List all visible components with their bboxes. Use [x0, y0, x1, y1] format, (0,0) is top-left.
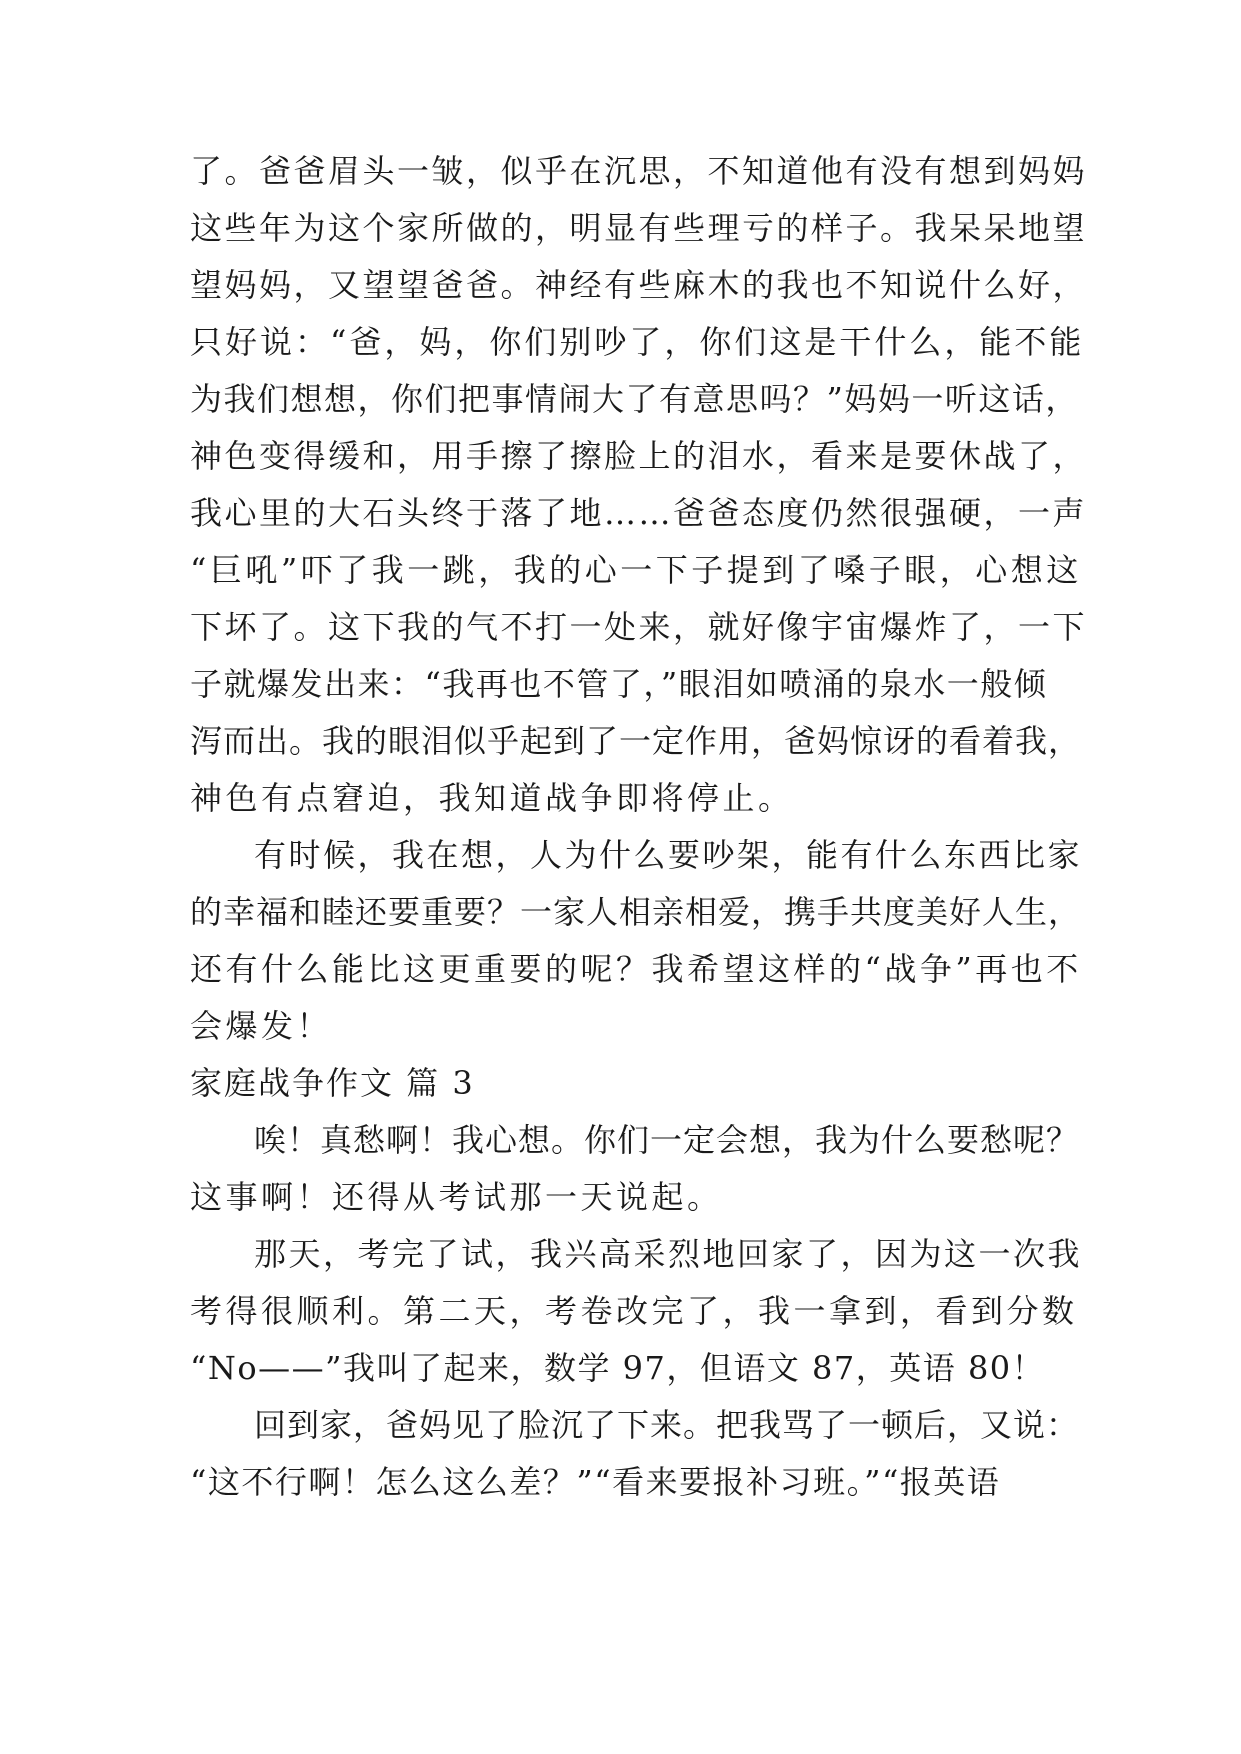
paragraph-first-line: 有时候，我在想，人为什么要吵架，能有什么东西比家 — [254, 836, 1083, 874]
text-line: 还有什么能比这更重要的呢？我希望这样的“战争”再也不 — [190, 950, 1082, 988]
paragraph-first-line: 唉！真愁啊！我心想。你们一定会想，我为什么要愁呢？ — [254, 1121, 1080, 1159]
text-line: 我心里的大石头终于落了地……爸爸态度仍然很强硬，一声 — [190, 494, 1088, 532]
text-line: 这些年为这个家所做的，明显有些理亏的样子。我呆呆地望 — [190, 209, 1088, 247]
paragraph-first-line: 那天，考完了试，我兴高采烈地回家了，因为这一次我 — [254, 1235, 1083, 1273]
text-line: 为我们想想，你们把事情闹大了有意思吗？”妈妈一听这话， — [190, 380, 1079, 418]
text-line: 神色变得缓和，用手擦了擦脸上的泪水，看来是要休战了， — [190, 437, 1088, 475]
text-line: 的幸福和睦还要重要？一家人相亲相爱，携手共度美好人生， — [190, 893, 1082, 931]
text-line: “No——”我叫了起来，数学 97，但语文 87，英语 80！ — [190, 1349, 1046, 1387]
paragraph-first-line: 回到家，爸妈见了脸沉了下来。把我骂了一顿后，又说： — [254, 1406, 1080, 1444]
section-heading: 家庭战争作文 篇 3 — [190, 1064, 475, 1102]
text-line: 泻而出。我的眼泪似乎起到了一定作用，爸妈惊讶的看着我， — [190, 722, 1082, 760]
text-line: 只好说：“爸，妈，你们别吵了，你们这是干什么，能不能 — [190, 323, 1085, 361]
text-line: “巨吼”吓了我一跳，我的心一下子提到了嗓子眼，心想这 — [190, 551, 1082, 589]
text-line: 了。爸爸眉头一皱，似乎在沉思，不知道他有没有想到妈妈 — [190, 152, 1088, 190]
text-line: 这事啊！还得从考试那一天说起。 — [190, 1178, 723, 1216]
text-line: 下坏了。这下我的气不打一处来，就好像宇宙爆炸了，一下 — [190, 608, 1088, 646]
text-line: 子就爆发出来：“我再也不管了，”眼泪如喷涌的泉水一般倾 — [190, 665, 1048, 703]
text-line: 神色有点窘迫，我知道战争即将停止。 — [190, 779, 794, 817]
text-line: “这不行啊！怎么这么差？”“看来要报补习班。”“报英语 — [190, 1463, 1001, 1501]
text-line: 望妈妈，又望望爸爸。神经有些麻木的我也不知说什么好， — [190, 266, 1088, 304]
text-line: 考得很顺利。第二天，考卷改完了，我一拿到，看到分数 — [190, 1292, 1078, 1330]
text-line: 会爆发！ — [190, 1007, 333, 1045]
